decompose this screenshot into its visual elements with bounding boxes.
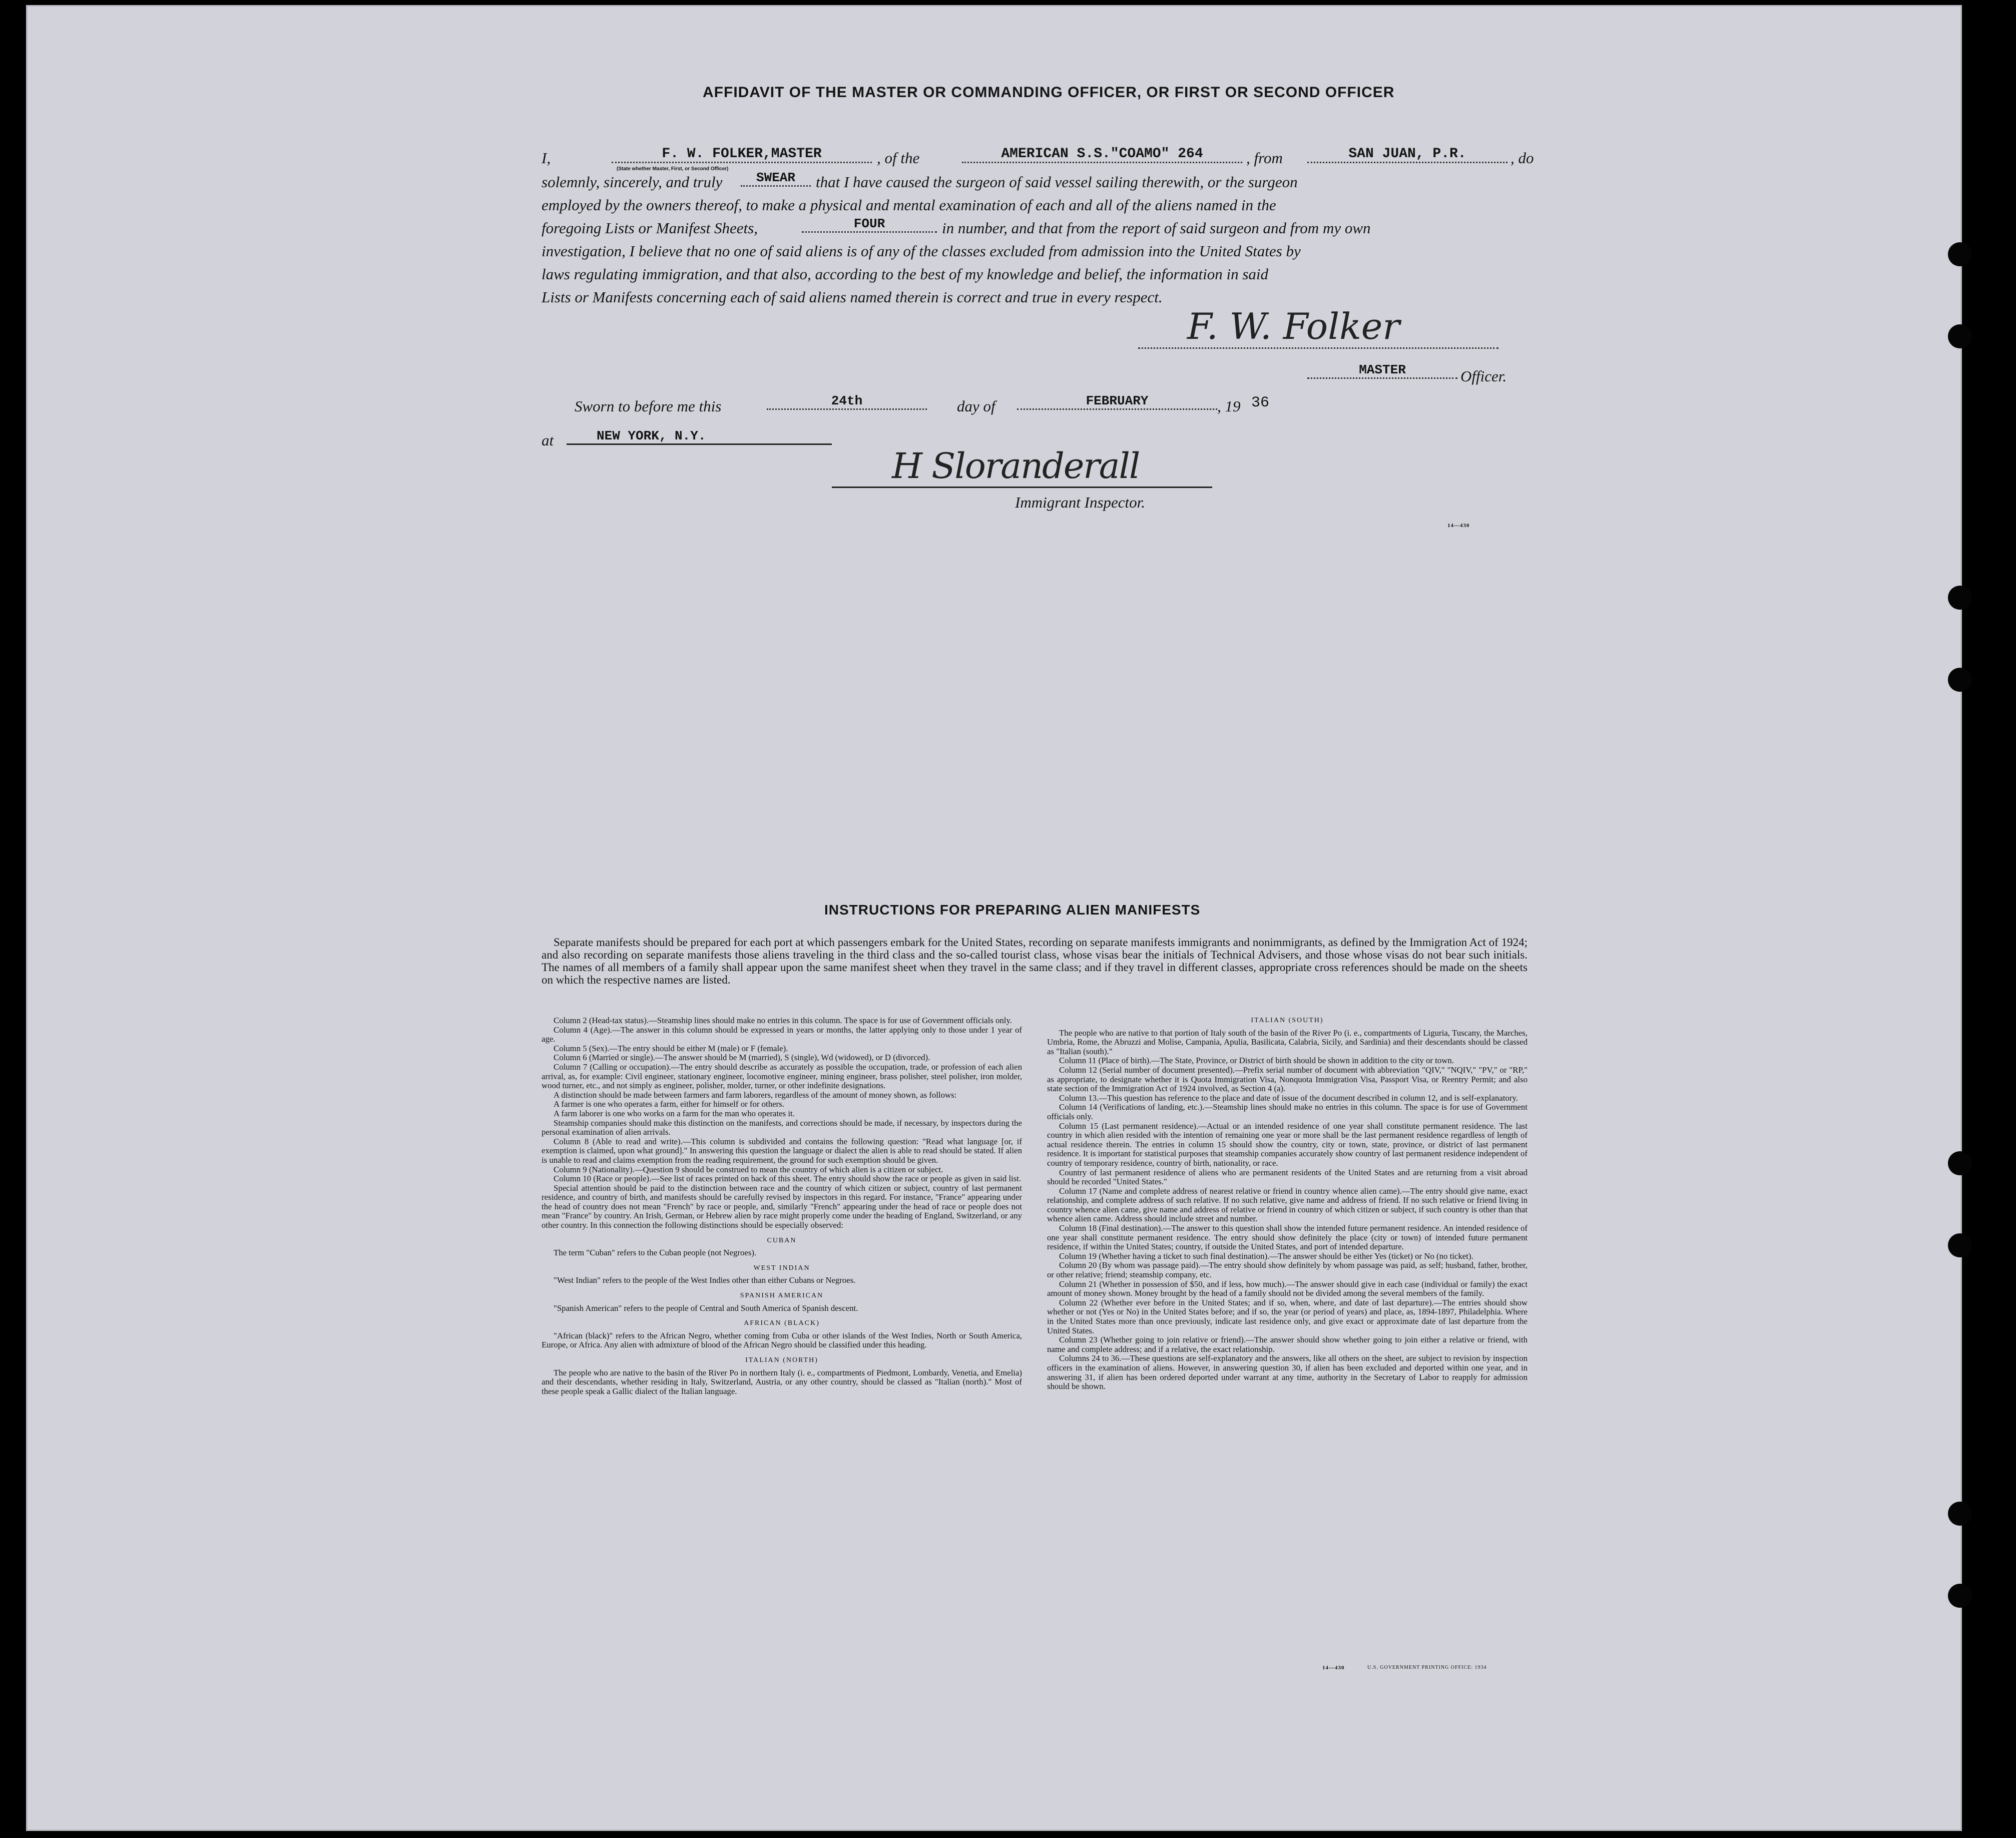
punch-hole: [1948, 668, 1972, 692]
col24-text: Columns 24 to 36.—These questions are self-explanatory and the answers, like all others on the sheet, are subject to revision by inspection officers in the examination of aliens. However, in answering question 30, if alien has been excluded and deported within one year, and in answering 31, if alien has been ordered deported under warrant at any time, authority in the Secretary of Labor to reapply for admission should be shown.: [1047, 1353, 1528, 1392]
punch-hole: [1948, 1151, 1972, 1175]
col23-text: Column 23 (Whether going to join relative or friend).—The answer should show whether going to join either a relative or friend, with name and complete address; and if a relative, the exact relationship.: [1047, 1335, 1528, 1354]
col12-text: Column 12 (Serial number of document presented).—Prefix serial number of document with abbreviation "QIV," "NQIV," "PV," or "RP," as appropriate, to designate whether it is Quota Immigration Visa, Nonquota Immigration Visa, Passport Visa, or Reentry Permit; and also state section of the Immigration Act of 1924 involved, as Section 4 (a).: [1047, 1065, 1528, 1094]
farmer-text: A farmer is one who operates a farm, either for himself or for others.: [554, 1099, 784, 1109]
affidavit-line2b: that I have caused the surgeon of said vessel sailing therewith, or the surgeon: [816, 173, 1298, 191]
spanish-text: "Spanish American" refers to the people of Central and South America of Spanish descent.: [554, 1303, 858, 1313]
instructions-right-column: [1047, 1016, 1528, 1392]
affidavit-title: AFFIDAVIT OF THE MASTER OR COMMANDING OFFICER, OR FIRST OR SECOND OFFICER: [703, 84, 1395, 101]
punch-hole: [1948, 242, 1972, 266]
italian-south-text: The people who are native to that portion of Italy south of the basin of the River Po (i. e., compartments of Liguria, Tuscany, the Marches, Umbria, Rome, the Abruzzi and Molise, Campania, Apulia, Basilicata, Calabria, Sicily, and Sardinia) and their descendants should be classed as "Italian (south).": [1047, 1028, 1528, 1056]
affidavit-line3: employed by the owners thereof, to make a physical and mental examination of each and all of the aliens named in the: [542, 196, 1276, 214]
col13-text: Column 13.—This question has reference to the place and date of issue of the document described in column 12, and is self-explanatory.: [1059, 1093, 1518, 1103]
col19-text: Column 19 (Whether having a ticket to such final destination).—The answer should be either Yes (ticket) or No (no ticket).: [1059, 1251, 1473, 1261]
intro-paragraph: Separate manifests should be prepared for each port at which passengers embark for the United States, recording on separate manifests immigrants and nonimmigrants, as defined by the Immigration Act of 1924; and also recording on separate manifests those aliens traveling in the third class and the so-called tourist class, whose visas bear the initials of Technical Advisers, and those whose visas do not bear such initials. The names of all members of a family shall appear upon the same manifest sheet when they travel in the same class; and if they travel in different classes, appropriate cross references should be made on the sheets on which the respective names are listed.: [542, 936, 1528, 986]
document-sheet: [26, 5, 1962, 1831]
italian-north-text: The people who are native to the basin of the River Po in northern Italy (i. e., compartments of Piedmont, Lombardy, Venetia, and Emelia) and their descendants, whether residing in Italy, Switzerland, Austria, or any other country, should be classed as "Italian (north)." Most of these people speak a Gallic dialect of the Italian language.: [542, 1367, 1022, 1396]
place-field: NEW YORK, N.Y.: [567, 428, 832, 445]
vessel-field: AMERICAN S.S."COAMO" 264: [962, 146, 1242, 163]
punch-hole: [1948, 586, 1972, 610]
year-field: 36: [1251, 394, 1270, 411]
instructions-intro: [542, 936, 1528, 986]
westindian-heading: WEST INDIAN: [753, 1264, 810, 1272]
col10-text: Column 10 (Race or people).—See list of races printed on back of this sheet. The entry should show the race or people as given in said list.: [554, 1174, 1022, 1184]
at-label: at: [542, 431, 554, 449]
printer-imprint: U.S. GOVERNMENT PRINTING OFFICE: 1934: [1367, 1665, 1487, 1670]
port-field: SAN JUAN, P.R.: [1307, 146, 1507, 163]
affidavit-line2a: solemnly, sincerely, and truly: [542, 173, 723, 191]
col22-text: Column 22 (Whether ever before in the United States; and if so, when, where, and date of last departure).—The entries should show whether or not (Yes or No) in the United States before; and if so, the year (or period of years) and place, as, 1894-1897, Philadelphia. Where in the United States more than once previously, indicate last residence only, and give exact or approximate date of last departure from the United States.: [1047, 1297, 1528, 1335]
col5-text: Column 5 (Sex).—The entry should be either M (male) or F (female).: [554, 1043, 788, 1053]
footer-form-number: 14—430: [1322, 1665, 1345, 1671]
african-text: "African (black)" refers to the African Negro, whether coming from Cuba or other islands of the West Indies, North or South America, Europe, or Africa. Any alien with admixture of blood of the African Negro should be classified under this heading.: [542, 1330, 1022, 1350]
affidavit-line5: investigation, I believe that no one of said aliens is of any of the classes excluded from admission into the United States by: [542, 242, 1301, 260]
col6-text: Column 6 (Married or single).—The answer should be M (married), S (single), Wd (widowed), or D (divorced).: [554, 1053, 930, 1063]
cuban-text: The term "Cuban" refers to the Cuban people (not Negroes).: [554, 1248, 757, 1258]
col21-text: Column 21 (Whether in possession of $50, and if less, how much).—The answer should give in each case (individual or family) the exact amount of money shown. Money brought by the head of a family should not be divided among the several members of the family.: [1047, 1279, 1528, 1298]
inspector-signature-line: [832, 487, 1212, 488]
master-name-caption: (State whether Master, First, or Second Officer): [617, 166, 729, 172]
col4-text: Column 4 (Age).—The answer in this column should be expressed in years or months, the latter applying only to those under 1 year of age.: [542, 1025, 1022, 1044]
officer-label: Officer.: [1460, 367, 1507, 385]
day-field: 24th: [767, 393, 927, 410]
affidavit-from: , from: [1246, 149, 1283, 167]
punch-hole: [1948, 1584, 1972, 1608]
master-name-field: F. W. FOLKER,MASTER: [612, 146, 872, 163]
special-text: Special attention should be paid to the distinction between race and the country of which citizen or subject, country of last permanent residence, and country of birth, and manifests should be carefully revised by inspectors in this regard. For instance, "France" appearing under the head of country does not mean "French" by race or people, and, similarly "French" appearing under the head of race or people does not mean "France" by country. An Irish, German, or Hebrew alien by race might properly come under the heading of England, Switzerland, or any other country. In this connection the following distinctions should be especially observed:: [542, 1183, 1022, 1230]
steamship-text: Steamship companies should make this distinction on the manifests, and corrections should be made, if necessary, by inspectors during the personal examination of alien arrivals.: [542, 1118, 1022, 1137]
affidavit-line6: laws regulating immigration, and that also, according to the best of my knowledge and belief, the information in said: [542, 265, 1269, 283]
punch-hole: [1948, 1502, 1972, 1526]
col20-text: Column 20 (By whom was passage paid).—The entry should show definitely by whom passage was paid, as self; husband, father, brother, or other relative; friend; steamship company, etc.: [1047, 1260, 1528, 1280]
african-heading: AFRICAN (BLACK): [744, 1319, 820, 1327]
month-field: FEBRUARY: [1017, 393, 1217, 410]
affidavit-i: I,: [542, 149, 551, 167]
affidavit-form-number: 14—430: [1447, 523, 1470, 529]
distinction-text: A distinction should be made between farmers and farm laborers, regardless of the amount of money shown, as follows:: [554, 1090, 957, 1100]
inspector-label: Immigrant Inspector.: [1015, 494, 1146, 511]
col8-text: Column 8 (Able to read and write).—This column is subdivided and contains the following question: "Read what language [or, if exemption is claimed, upon what ground]." In answering this question the language or dialect the alien is able to read should be stated. If alien is unable to read and claims exemption from the reading requirement, the ground for such exemption should be given.: [542, 1136, 1022, 1165]
day-of-label: day of: [957, 397, 995, 415]
instructions-title: INSTRUCTIONS FOR PREPARING ALIEN MANIFESTS: [824, 902, 1201, 917]
rank-field: MASTER: [1307, 362, 1457, 379]
inspector-signature: H Sloranderall: [892, 445, 1140, 487]
year-prefix: , 19: [1217, 397, 1241, 415]
sheets-field: FOUR: [802, 216, 937, 233]
col11-text: Column 11 (Place of birth).—The State, Province, or District of birth should be shown in addition to the city or town.: [1059, 1056, 1454, 1066]
col2-text: Column 2 (Head-tax status).—Steamship lines should make no entries in this column. The space is for use of Government officials only.: [554, 1016, 1012, 1025]
affidavit-line4b: in number, and that from the report of said surgeon and from my own: [942, 219, 1371, 237]
instructions-left-column: [542, 1016, 1022, 1396]
affidavit-line7: Lists or Manifests concerning each of said aliens named therein is correct and true in every respect.: [542, 288, 1163, 306]
col17-text: Column 17 (Name and complete address of nearest relative or friend in country whence alien came).—The entry should give name, exact relationship, and complete address of such relative. If no such relative, give name and address of friend. If no such relative or friend living in country whence alien came, give name and address of relative or friend in country of which citizen or subject, if such country is other than that whence alien came. Address should include street and number.: [1047, 1186, 1528, 1224]
italian-south-heading: ITALIAN (SOUTH): [1251, 1017, 1324, 1024]
sworn-label: Sworn to before me this: [575, 397, 722, 415]
col9-text: Column 9 (Nationality).—Question 9 should be construed to mean the country of which alien is a citizen or subject.: [554, 1164, 943, 1174]
col15-text: Column 15 (Last permanent residence).—Actual or an intended residence of one year shall constitute permanent residence. The last country in which alien resided with the intention of remaining one year or more shall be the last permanent residence regardless of length of actual residence therein. The entries in column 15 should show the country, city or town, state, province, or district of last permanent residence. It is important for statistical purposes that steamship companies accurately show country of last permanent residence independent of country of temporary residence, country of birth, nationality, or race.: [1047, 1121, 1528, 1168]
oath-field: SWEAR: [741, 170, 811, 187]
italian-north-heading: ITALIAN (NORTH): [745, 1356, 818, 1364]
laborer-text: A farm laborer is one who works on a farm for the man who operates it.: [554, 1108, 795, 1118]
signature-line: [1138, 347, 1498, 349]
spanish-heading: SPANISH AMERICAN: [740, 1292, 824, 1300]
punch-hole: [1948, 324, 1972, 348]
affidavit-line4a: foregoing Lists or Manifest Sheets,: [542, 219, 758, 237]
punch-hole: [1948, 1233, 1972, 1257]
col7-text: Column 7 (Calling or occupation).—The entry should describe as accurately as possible the occupation, trade, or profession of each alien arrival, as, for example: Civil engineer, stationary engineer, locomotive engineer, mining engineer, brass polisher, steel polisher, iron molder, wood turner, etc., and not simply as engineer, polisher, molder, turner, or other indefinite designations.: [542, 1062, 1022, 1091]
westindian-text: "West Indian" refers to the people of the West Indies other than either Cubans or Negroes.: [554, 1275, 856, 1285]
country-text: Country of last permanent residence of aliens who are permanent residents of the United States and are returning from a visit abroad should be recorded "United States.": [1047, 1167, 1528, 1187]
col14-text: Column 14 (Verifications of landing, etc.).—Steamship lines should make no entries in this column. The space is for use of Government officials only.: [1047, 1102, 1528, 1121]
affidavit-of-the: , of the: [877, 149, 920, 167]
col18-text: Column 18 (Final destination).—The answer to this question shall show the intended future permanent residence. An intended residence of one year shall constitute permanent residence. The entry should show definitely the place (city or town) of intended future permanent residence, if within the United States; country, if outside the United States, and port of intended departure.: [1047, 1223, 1528, 1252]
cuban-heading: CUBAN: [767, 1236, 797, 1244]
affidavit-do: , do: [1510, 149, 1534, 167]
master-signature: F. W. Folker: [1187, 305, 1400, 347]
